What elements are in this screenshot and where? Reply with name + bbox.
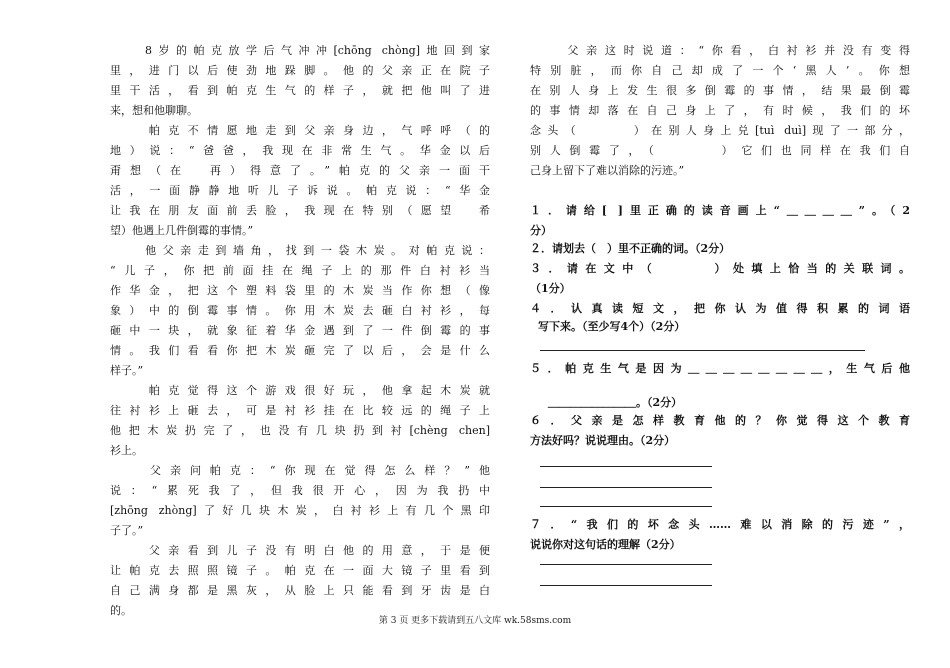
answer-line-q6-2[interactable] [540,487,712,488]
question-line: ＿＿＿＿＿＿＿＿。（2分） [548,396,683,409]
story-line: 在别人身上发生很多倒霉的事情，结果最倒霉 [530,84,910,97]
story-line: 8岁的帕克放学后气冲冲[chōng chòng]地回到家 [110,44,490,57]
answer-line-q7-2[interactable] [540,585,712,586]
story-line: 他把木炭扔完了，也没有几块扔到衬[chèng chen] [110,424,490,437]
story-line: 父亲这时说道：“你看，白衬衫并没有变得 [530,44,910,57]
story-line: 让我在朋友面前丢脸，我现在特别（愿望 希 [110,204,490,217]
story-line: 帕克不情愿地走到父亲身边，气呼呼（的 [110,124,490,137]
story-line: 里，进门以后使劲地跺脚。他的父亲正在院子 [110,64,490,77]
question-line: 写下来。（至少写4个）（2分） [538,320,686,333]
story-line: 父亲看到儿子没有明白他的用意，于是便 [110,544,490,557]
question-line: ６．父亲是怎样教育他的？你觉得这个教育 [530,414,910,427]
story-line: “儿子，你把前面挂在绳子上的那件白衬衫当 [110,264,490,277]
story-line: 念头（ ）在别人身上兑[tuì duì]现了一部分， [530,124,910,137]
story-line: 特别脏，而你自己却成了一个‘黑人’。你想 [530,64,910,77]
answer-line-q7-1[interactable] [540,564,712,565]
answer-line-q6-3[interactable] [540,506,712,507]
story-line: 衫上。 [110,444,143,457]
story-line: 的事情却落在自己身上了，有时候，我们的坏 [530,104,910,117]
answer-line-q4[interactable] [540,350,865,351]
story-line: 帕克觉得这个游戏很好玩，他拿起木炭就 [110,384,490,397]
story-line: 自己满身都是黑灰，从脸上只能看到牙齿是白 [110,584,490,597]
answer-line-q6-1[interactable] [540,466,712,467]
question-line: ５．帕克生气是因为＿＿＿＿＿＿＿＿，生气后他 [530,362,910,375]
story-line: 来，想和他聊聊。 [110,104,198,117]
question-line: １．请给[ ]里正确的读音画上“＿＿＿＿”。（2 [530,204,910,217]
story-line: 样子。” [110,364,144,377]
question-line: ４．认真读短文，把你认为值得积累的词语 [530,302,910,315]
story-line: 情。我们看看你把木炭砸完了以后，会是什么 [110,344,490,357]
question-line: （1分） [530,282,571,295]
question-line: ２．请划去（ ）里不正确的词。（2分） [530,242,731,255]
story-line: 地）说：“爸爸，我现在非常生气。华金以后 [110,144,490,157]
story-line: [zhōng zhòng]了好几块木炭，白衬衫上有几个黑印 [110,504,490,517]
question-line: 说说你对这句话的理解（2分） [530,538,681,551]
question-line: ７．“我们的坏念头……难以消除的污迹”， [530,518,910,531]
story-line: 他父亲走到墙角，找到一袋木炭。对帕克说： [110,244,490,257]
story-line: 象）中的倒霉事情。你用木炭去砸白衬衫，每 [110,304,490,317]
story-line: 望）他遇上几件倒霉的事情。” [110,224,254,237]
story-line: 的。 [110,604,132,617]
question-line: 方法好吗？说说理由。（2分） [530,434,676,447]
page-footer: 第 3 页 更多下载请到五八文库 wk.58sms.com [378,616,572,626]
story-line: 子了。” [110,524,144,537]
story-line: 说：“累死我了，但我很开心，因为我扔中 [110,484,490,497]
story-line: 里干活，看到帕克生气的样子，就把他叫了进 [110,84,490,97]
story-line: 己身上留下了难以消除的污迹。” [530,164,685,177]
story-line: 父亲问帕克：“你现在觉得怎么样？”他 [110,464,490,477]
story-line: 甭想（在 再）得意了。”帕克的父亲一面干 [110,164,490,177]
story-line: 作华金，把这个塑料袋里的木炭当作你想（像 [110,284,490,297]
story-line: 往衬衫上砸去，可是衬衫挂在比较远的绳子上 [110,404,490,417]
question-line: 分） [530,224,552,237]
story-line: 让帕克去照照镜子。帕克在一面大镜子里看到 [110,564,490,577]
story-line: 别人倒霉了，（ ）它们也同样在我们自 [530,144,910,157]
question-line: ３．请在文中（ ）处填上恰当的关联词。 [530,262,910,275]
story-line: 砸中一块，就象征着华金遇到了一件倒霉的事 [110,324,490,337]
story-line: 活，一面静静地听儿子诉说。帕克说：“华金 [110,184,490,197]
